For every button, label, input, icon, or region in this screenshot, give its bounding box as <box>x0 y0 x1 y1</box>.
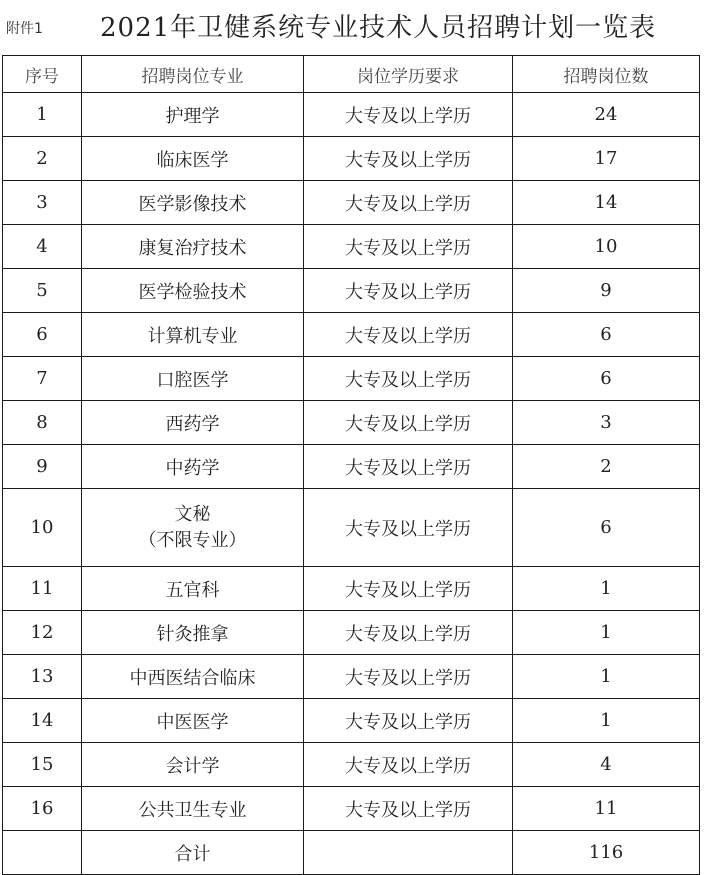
row-number: 13 <box>3 655 82 699</box>
row-major-name: 文秘 <box>174 503 211 525</box>
row-major: 针灸推拿 <box>82 611 304 655</box>
row-education: 大专及以上学历 <box>304 93 513 137</box>
row-major <box>82 489 304 567</box>
row-positions: 6 <box>513 313 700 357</box>
row-positions: 3 <box>513 401 700 445</box>
row-education: 大专及以上学历 <box>304 401 513 445</box>
row-number: 10 <box>3 489 82 567</box>
row-major: 西药学 <box>82 401 304 445</box>
row-number: 9 <box>3 445 82 489</box>
table-row <box>3 489 700 567</box>
row-major: 康复治疗技术 <box>82 225 304 269</box>
row-major: 五官科 <box>82 567 304 611</box>
total-label: 合计 <box>82 831 304 875</box>
table-row <box>3 313 700 357</box>
row-education: 大专及以上学历 <box>304 567 513 611</box>
row-education: 大专及以上学历 <box>304 313 513 357</box>
table-row <box>3 137 700 181</box>
row-number: 15 <box>3 743 82 787</box>
row-positions: 6 <box>513 489 700 567</box>
row-education: 大专及以上学历 <box>304 357 513 401</box>
row-education: 大专及以上学历 <box>304 699 513 743</box>
row-number: 14 <box>3 699 82 743</box>
table-header-row <box>3 56 700 93</box>
row-positions: 2 <box>513 445 700 489</box>
header-major: 招聘岗位专业 <box>82 56 304 93</box>
row-number: 5 <box>3 269 82 313</box>
table-row <box>3 181 700 225</box>
row-positions: 17 <box>513 137 700 181</box>
table-row <box>3 567 700 611</box>
row-number: 2 <box>3 137 82 181</box>
row-major: 护理学 <box>82 93 304 137</box>
row-positions: 10 <box>513 225 700 269</box>
row-major: 中医医学 <box>82 699 304 743</box>
row-positions: 1 <box>513 655 700 699</box>
table-row <box>3 93 700 137</box>
row-positions: 14 <box>513 181 700 225</box>
row-major-note: （不限专业） <box>138 529 247 551</box>
table-row <box>3 225 700 269</box>
row-major: 会计学 <box>82 743 304 787</box>
header-education: 岗位学历要求 <box>304 56 513 93</box>
row-positions: 9 <box>513 269 700 313</box>
document-title: 2021年卫健系统专业技术人员招聘计划一览表 <box>100 13 657 43</box>
total-row <box>3 831 700 875</box>
total-education <box>304 831 513 875</box>
row-education: 大专及以上学历 <box>304 611 513 655</box>
row-education: 大专及以上学历 <box>304 787 513 831</box>
row-education: 大专及以上学历 <box>304 181 513 225</box>
row-education: 大专及以上学历 <box>304 655 513 699</box>
row-number: 7 <box>3 357 82 401</box>
table-row <box>3 743 700 787</box>
row-positions: 1 <box>513 611 700 655</box>
row-education: 大专及以上学历 <box>304 225 513 269</box>
row-number: 1 <box>3 93 82 137</box>
row-number: 4 <box>3 225 82 269</box>
total-number <box>3 831 82 875</box>
row-number: 3 <box>3 181 82 225</box>
row-major: 口腔医学 <box>82 357 304 401</box>
table-row <box>3 357 700 401</box>
row-major: 中药学 <box>82 445 304 489</box>
row-major: 医学检验技术 <box>82 269 304 313</box>
row-positions: 1 <box>513 567 700 611</box>
row-education: 大专及以上学历 <box>304 269 513 313</box>
row-number: 16 <box>3 787 82 831</box>
row-positions: 11 <box>513 787 700 831</box>
row-education: 大专及以上学历 <box>304 445 513 489</box>
row-education: 大专及以上学历 <box>304 489 513 567</box>
row-education: 大专及以上学历 <box>304 743 513 787</box>
row-education: 大专及以上学历 <box>304 137 513 181</box>
row-number: 6 <box>3 313 82 357</box>
row-positions: 6 <box>513 357 700 401</box>
row-positions: 4 <box>513 743 700 787</box>
row-major: 计算机专业 <box>82 313 304 357</box>
row-major: 公共卫生专业 <box>82 787 304 831</box>
table-row <box>3 611 700 655</box>
attachment-label: 附件1 <box>6 21 43 37</box>
row-major: 临床医学 <box>82 137 304 181</box>
table-row <box>3 787 700 831</box>
header-positions: 招聘岗位数 <box>513 56 700 93</box>
total-positions: 116 <box>513 831 700 875</box>
row-number: 12 <box>3 611 82 655</box>
row-major: 中西医结合临床 <box>82 655 304 699</box>
row-number: 8 <box>3 401 82 445</box>
row-number: 11 <box>3 567 82 611</box>
row-positions: 1 <box>513 699 700 743</box>
table-row <box>3 269 700 313</box>
header-number: 序号 <box>3 56 82 93</box>
table-row <box>3 699 700 743</box>
recruitment-table <box>2 55 700 875</box>
table-row <box>3 445 700 489</box>
row-positions: 24 <box>513 93 700 137</box>
table-row <box>3 401 700 445</box>
table-row <box>3 655 700 699</box>
row-major: 医学影像技术 <box>82 181 304 225</box>
